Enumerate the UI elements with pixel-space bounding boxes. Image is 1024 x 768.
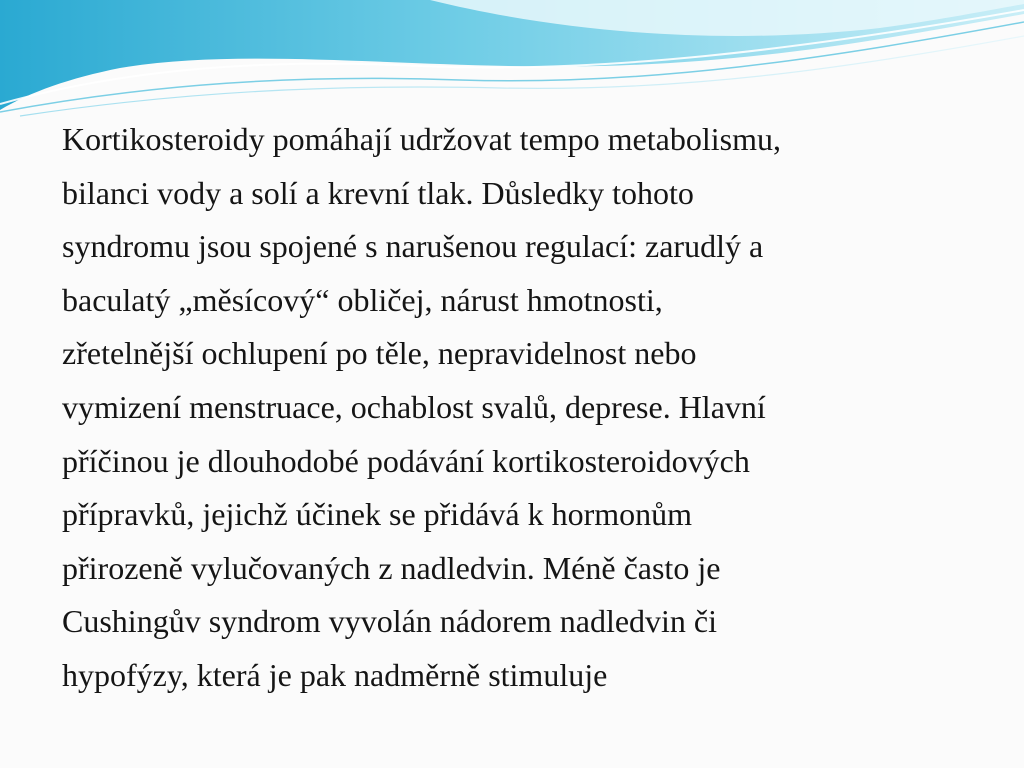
text-line: hypofýzy, která je pak nadměrně stimuluje bbox=[62, 656, 608, 693]
text-line: přirozeně vylučovaných z nadledvin. Méně často je bbox=[62, 549, 721, 586]
text-line: bilanci vody a solí a krevní tlak. Důsledky tohoto bbox=[62, 174, 694, 211]
slide-body-text bbox=[62, 113, 982, 703]
text-line: baculatý „měsícový“ obličej, nárust hmotnosti, bbox=[62, 281, 663, 318]
text-line: syndromu jsou spojené s narušenou regulací: zarudlý a bbox=[62, 228, 764, 265]
text-line: vymizení menstruace, ochablost svalů, deprese. Hlavní bbox=[62, 388, 766, 425]
text-line: příčinou je dlouhodobé podávání kortikosteroidových bbox=[62, 442, 750, 479]
header-wave-decoration bbox=[0, 0, 1024, 120]
text-line: Kortikosteroidy pomáhají udržovat tempo metabolismu, bbox=[62, 121, 781, 157]
text-line: přípravků, jejichž účinek se přidává k hormonům bbox=[62, 496, 693, 533]
text-line: Cushingův syndrom vyvolán nádorem nadledvin či bbox=[62, 603, 718, 640]
text-line: zřetelnější ochlupení po těle, nepravidelnost nebo bbox=[62, 335, 697, 372]
